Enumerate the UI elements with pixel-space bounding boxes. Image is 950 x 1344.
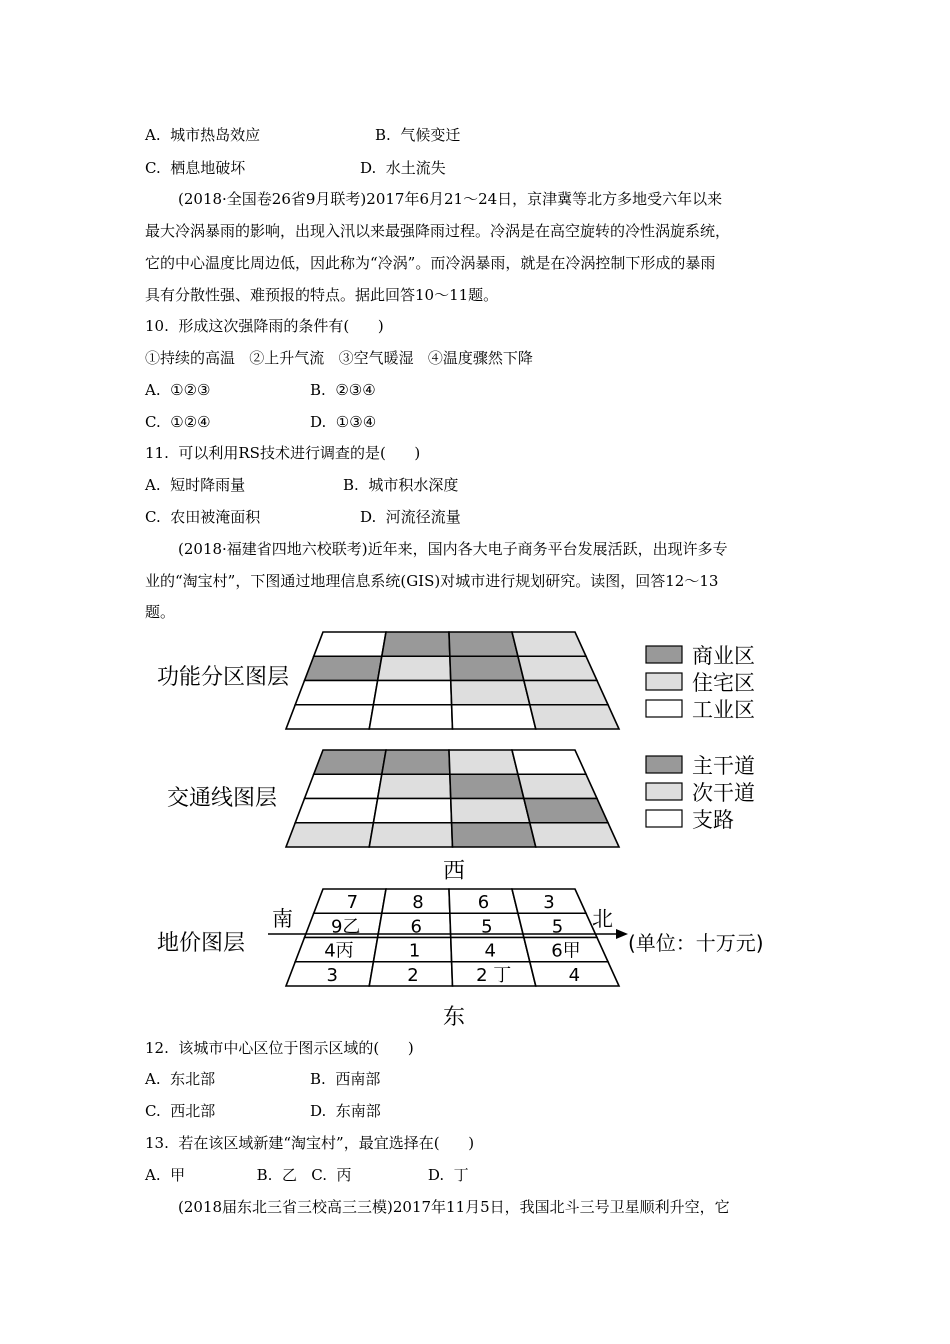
- q11-option-d: D. 河流径流量: [360, 508, 461, 526]
- layer3-label: 地价图层: [157, 931, 246, 956]
- land-price-value: 6: [477, 892, 490, 914]
- gis-figure: [0, 620, 950, 1040]
- function-zone-cell: [305, 656, 382, 680]
- q10-option-a: A. ①②③: [145, 381, 211, 399]
- q12-option-a: A. 东北部: [145, 1070, 216, 1088]
- direction-west: 西: [443, 859, 466, 884]
- q10-option-c: C. ①②④: [145, 413, 211, 431]
- layer2-label: 交通线图层: [167, 786, 278, 811]
- land-price-value: 6甲: [551, 940, 581, 962]
- legend-label-secondary-road: 次干道: [692, 781, 755, 805]
- passage2-line: 题。: [145, 603, 176, 621]
- traffic-cell: [295, 799, 377, 823]
- legend-swatch-secondary-road: [646, 783, 682, 800]
- legend-swatch-branch-road: [646, 810, 682, 827]
- land-price-value: 8: [412, 892, 424, 914]
- q12-option-b: B. 西南部: [310, 1070, 381, 1088]
- legend-swatch-commercial: [646, 646, 682, 663]
- function-zone-cell: [295, 681, 377, 705]
- function-zone-cell: [530, 705, 619, 729]
- passage3-line: (2018届东北三省三校高三三模)2017年11月5日，我国北斗三号卫星顺利升空，它: [178, 1198, 730, 1216]
- q10-items: ①持续的高温 ②上升气流 ③空气暖湿 ④温度骤然下降: [145, 349, 533, 367]
- q9-option-a: A. 城市热岛效应: [145, 126, 261, 144]
- traffic-cell: [524, 799, 608, 823]
- legend-label-industrial: 工业区: [692, 698, 755, 722]
- land-price-value: 5: [551, 916, 564, 938]
- traffic-cell: [449, 750, 518, 774]
- traffic-line-grid: [286, 750, 619, 847]
- function-zone-cell: [286, 705, 373, 729]
- legend-swatch-industrial: [646, 700, 682, 717]
- land-price-value: 5: [481, 916, 493, 938]
- q9-option-c: C. 栖息地破坏: [145, 159, 246, 177]
- land-price-value: 4: [568, 964, 581, 986]
- q13-options: A. 甲 B. 乙 C. 丙 D. 丁: [145, 1166, 469, 1184]
- function-zone-cell: [314, 632, 386, 656]
- q9-option-b: B. 气候变迁: [375, 126, 461, 144]
- q12-option-d: D. 东南部: [310, 1102, 381, 1120]
- q11-stem: 11. 可以利用RS技术进行调查的是( ): [145, 444, 421, 462]
- land-price-value: 3: [543, 892, 555, 914]
- legend-swatch-main-road: [646, 756, 682, 773]
- passage2-line: (2018·福建省四地六校联考)近年来，国内各大电子商务平台发展活跃，出现许多专: [178, 540, 728, 558]
- traffic-cell: [314, 750, 386, 774]
- traffic-cell: [530, 823, 619, 847]
- traffic-cell: [373, 799, 451, 823]
- traffic-cell: [378, 774, 451, 798]
- land-price-value: 6: [410, 916, 423, 938]
- q11-option-b: B. 城市积水深度: [343, 476, 459, 494]
- land-price-value: 4: [484, 940, 497, 962]
- land-price-value: 2: [407, 964, 419, 986]
- passage1-line: 最大冷涡暴雨的影响，出现入汛以来最强降雨过程。冷涡是在高空旋转的冷性涡旋系统，: [145, 222, 731, 240]
- passage1-line: (2018·全国卷26省9月联考)2017年6月21～24日，京津冀等北方多地受六年以来: [178, 190, 723, 208]
- layer1-label: 功能分区图层: [157, 665, 290, 690]
- function-zone-cell: [451, 681, 530, 705]
- q10-stem: 10. 形成这次强降雨的条件有( ): [145, 317, 384, 335]
- traffic-cell: [512, 750, 586, 774]
- function-zone-cell: [378, 656, 451, 680]
- q11-option-c: C. 农田被淹面积: [145, 508, 261, 526]
- function-zone-cell: [382, 632, 450, 656]
- q10-option-b: B. ②③④: [310, 381, 376, 399]
- arrow-head-icon: [616, 929, 628, 939]
- land-price-value: 9乙: [330, 916, 361, 938]
- legend-label-main-road: 主干道: [692, 754, 755, 778]
- q13-stem: 13. 若在该区域新建“淘宝村”，最宜选择在( ): [145, 1134, 475, 1152]
- function-zone-grid: [286, 632, 619, 729]
- function-zone-cell: [450, 656, 524, 680]
- q11-option-a: A. 短时降雨量: [145, 476, 246, 494]
- land-price-value: 7: [346, 892, 359, 914]
- land-price-value: 1: [408, 940, 421, 962]
- passage1-line: 它的中心温度比周边低，因此称为“冷涡”。而冷涡暴雨，就是在冷涡控制下形成的暴雨: [145, 254, 716, 272]
- traffic-cell: [452, 823, 536, 847]
- legend-label-residential: 住宅区: [692, 671, 755, 695]
- legend-label-commercial: 商业区: [692, 644, 755, 668]
- land-price-value: 4丙: [324, 940, 354, 962]
- function-zone-cell: [449, 632, 518, 656]
- function-zone-cell: [373, 681, 451, 705]
- legend-swatch-residential: [646, 673, 682, 690]
- q9-option-d: D. 水土流失: [360, 159, 446, 177]
- unit-label: (单位：十万元): [628, 931, 764, 955]
- q10-option-d: D. ①③④: [310, 413, 377, 431]
- traffic-cell: [451, 799, 530, 823]
- function-zone-cell: [524, 681, 608, 705]
- q12-stem: 12. 该城市中心区位于图示区域的( ): [145, 1039, 414, 1057]
- direction-east: 东: [443, 1005, 466, 1030]
- direction-south: 南: [272, 907, 293, 931]
- legend-label-branch-road: 支路: [692, 808, 734, 832]
- function-zone-cell: [518, 656, 597, 680]
- traffic-cell: [286, 823, 373, 847]
- passage2-line: 业的“淘宝村”，下图通过地理信息系统(GIS)对城市进行规划研究。读图，回答12～13: [145, 572, 719, 590]
- traffic-cell: [518, 774, 597, 798]
- function-zone-cell: [512, 632, 586, 656]
- traffic-cell: [382, 750, 450, 774]
- land-price-value: 3: [326, 964, 338, 986]
- q12-option-c: C. 西北部: [145, 1102, 216, 1120]
- land-price-value: 2 丁: [476, 964, 512, 986]
- function-zone-cell: [369, 705, 452, 729]
- function-zone-cell: [452, 705, 536, 729]
- passage1-line: 具有分散性强、难预报的特点。据此回答10～11题。: [145, 286, 499, 304]
- traffic-cell: [369, 823, 452, 847]
- traffic-cell: [450, 774, 524, 798]
- direction-north: 北: [592, 907, 613, 931]
- traffic-cell: [305, 774, 382, 798]
